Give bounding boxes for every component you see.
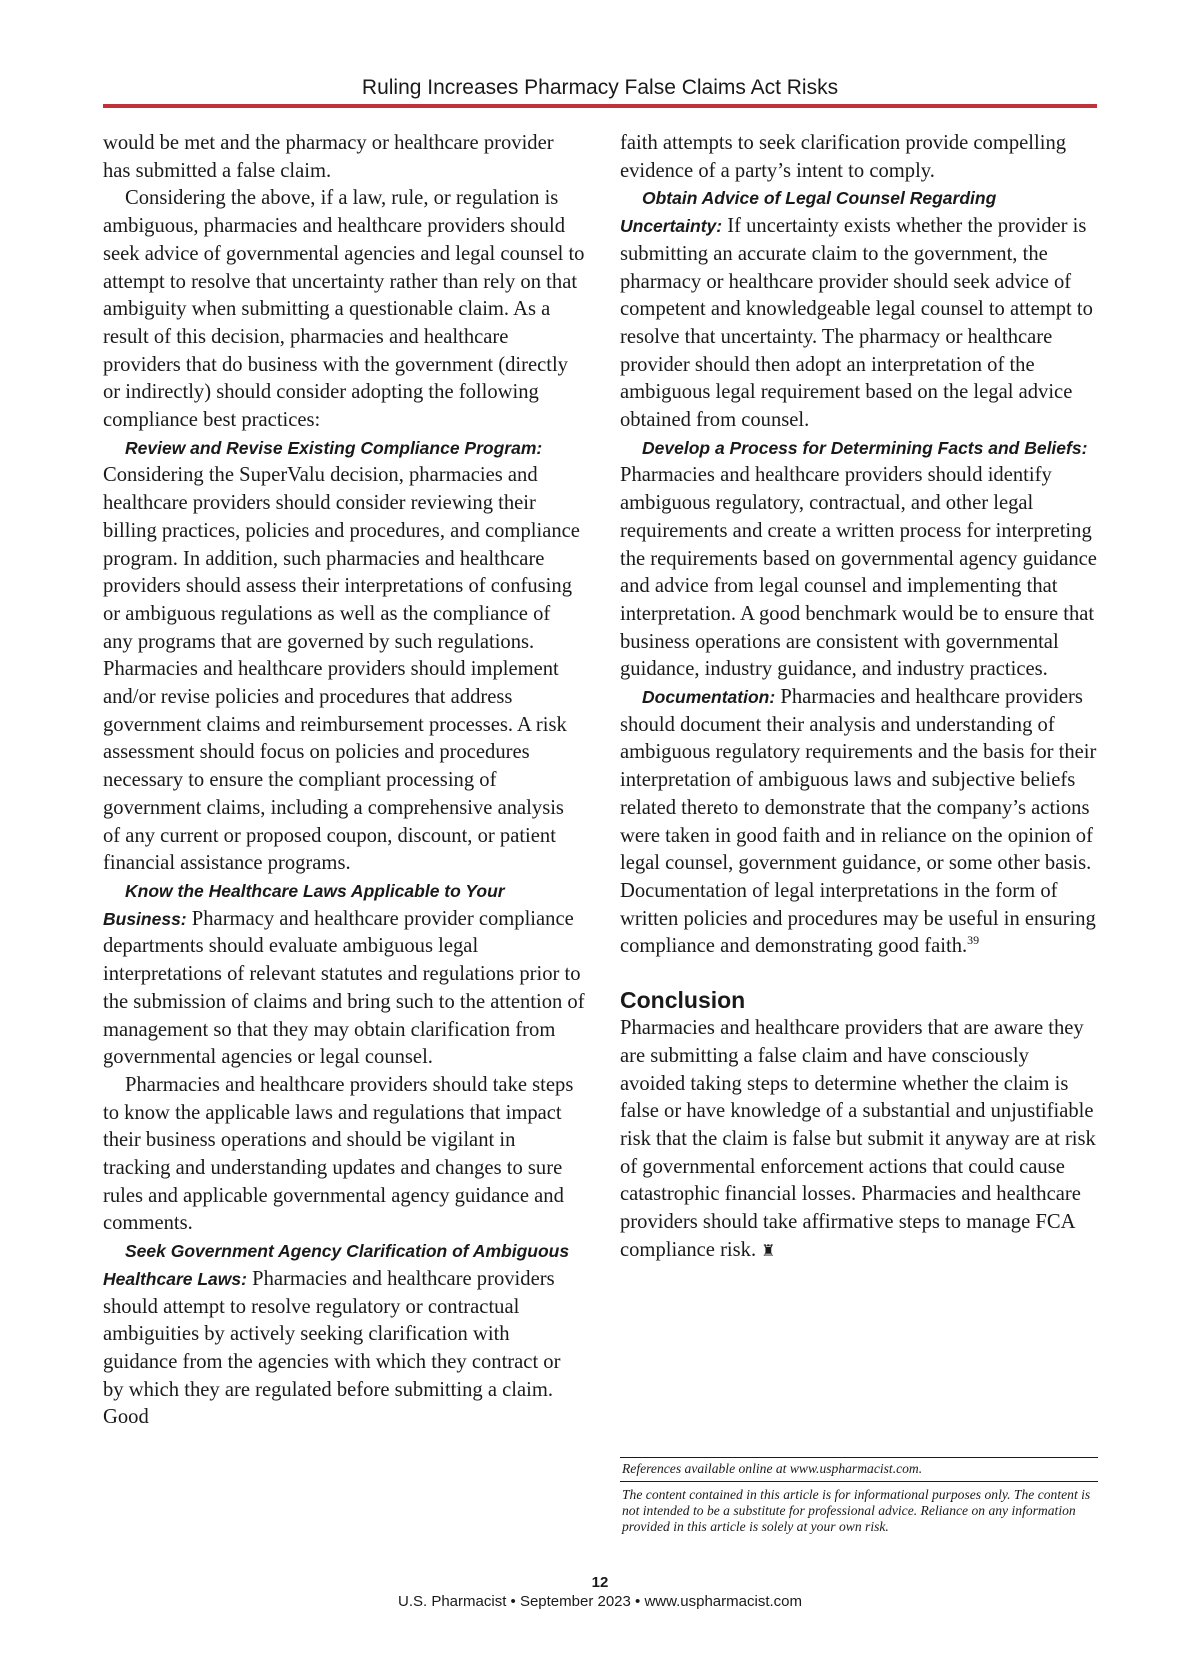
paragraph-conclusion [620,1015,1098,1264]
right-column [620,130,1098,1264]
references-note: References available online at www.uspharmacist.com. [622,1461,923,1476]
run-in-heading-develop: Develop a Process for Determining Facts and Beliefs: [642,437,1088,458]
know-text: Pharmacy and healthcare provider compliance departments should evaluate ambiguous legal interpretations of relevant statutes and regulations prior to the submission of claims and bring such to the attention of management so that they may obtain clarification from governmental agencies or legal counsel. [103,907,585,1069]
develop-text: Pharmacies and healthcare providers should identify ambiguous regulatory, contractual, and other legal requirements and create a written process for interpreting the requirements based on governmental agency guidance and advice from legal counsel and implementing that interpretation. A good benchmark would be to ensure that business operations are consistent with governmental guidance, industry guidance, and industry practices. [620,464,1097,681]
end-mark-icon: ♜ [761,1240,776,1260]
review-text: Considering the SuperValu decision, pharmacies and healthcare providers should consider reviewing their billing practices, policies and procedures, and compliance program. In addition, such pharmacies and healthcare providers should assess their interpretations of confusing or ambiguous regulations as well as the compliance of any programs that are governed by such regulations. Pharmacies and healthcare providers should implement and/or revise policies and procedures that address government claims and reimbursement processes. A risk assessment should focus on policies and procedures necessary to ensure the compliant processing of government claims, including a comprehensive analysis of any current or proposed coupon, discount, or patient financial assistance programs. [103,464,580,875]
paragraph-steps: Pharmacies and healthcare providers should take steps to know the applicable laws and regulations that impact their business operations and should be vigilant in tracking and understanding updates and changes to sure rules and applicable governmental agency guidance and comments. [103,1073,574,1235]
running-title: Ruling Increases Pharmacy False Claims Act Risks [103,72,1097,108]
run-in-heading-review: Review and Revise Existing Compliance Program: [125,437,543,458]
obtain-text: If uncertainty exists whether the provider is submitting an accurate claim to the government, the pharmacy or healthcare provider should seek advice of competent and knowledgeable legal counsel to attempt to resolve that uncertainty. The pharmacy or healthcare provider should then adopt an interpretation of the ambiguous legal requirement based on the legal advice obtained from counsel. [620,215,1093,432]
publication-footer: U.S. Pharmacist • September 2023 • www.uspharmacist.com [398,1593,802,1610]
conclusion-text: Pharmacies and healthcare providers that are aware they are submitting a false claim and have consciously avoided taking steps to determine whether the claim is false or have knowledge of a substantial and unjustifiable risk that the claim is false but submit it anyway are at risk of governmental enforcement actions that could cause catastrophic financial losses. Pharmacies and healthcare providers should take affirmative steps to manage FCA compliance risk. [620,1017,1096,1261]
paragraph-review [103,435,585,878]
paragraph-continued: would be met and the pharmacy or healthcare provider has submitted a false claim. [103,132,554,182]
paragraph-considering: Considering the above, if a law, rule, or regulation is ambiguous, pharmacies and healthcare providers should seek advice of governmental agencies and legal counsel to attempt to resolve that uncertainty rather than rely on that ambiguity when submitting a questionable claim. As a result of this decision, pharmacies and healthcare providers that do business with the government (directly or indirectly) should consider adopting the following compliance best practices: [103,187,585,432]
article-notes [620,1457,1098,1535]
footnote-ref: 39 [967,933,980,948]
paragraph-obtain [620,185,1098,434]
left-column [103,130,585,1432]
paragraph-know [103,878,585,1072]
paragraph-documentation [620,684,1098,961]
documentation-text: Pharmacies and healthcare providers should document their analysis and understanding of ambiguous regulatory requirements and the basis for their interpretation of ambiguous laws and subjective beliefs related thereto to demonstrate that the company’s actions were taken in good faith and in reliance on the opinion of legal counsel, government guidance, or some other basis. Documentation of legal interpretations in the form of written policies and procedures may be useful in ensuring compliance and demonstrating good faith. [620,686,1097,958]
paragraph-develop [620,435,1098,684]
disclaimer-note: The content contained in this article is for informational purposes only. The content is not intended to be a substitute for professional advice. Reliance on any information provided in this article is solely at your own risk. [622,1487,1091,1534]
run-in-heading-know: Know the Healthcare Laws Applicable to Your Business: [103,880,505,929]
run-in-heading-documentation: Documentation: [642,687,776,708]
paragraph-faith: faith attempts to seek clarification provide compelling evidence of a party’s intent to comply. [620,132,1067,182]
run-in-heading-obtain: Obtain Advice of Legal Counsel Regarding Uncertainty: [620,188,997,237]
paragraph-seek [103,1238,585,1432]
conclusion-heading: Conclusion [620,987,746,1014]
seek-text: Pharmacies and healthcare providers should attempt to resolve regulatory or contractual ambiguities by actively seeking clarification with guidance from the agencies with which they contract or by which they are regulated before submitting a claim. Good [103,1267,561,1429]
run-in-heading-seek: Seek Government Agency Clarification of Ambiguous Healthcare Laws: [103,1241,570,1289]
page-number: 12 [591,1574,609,1591]
